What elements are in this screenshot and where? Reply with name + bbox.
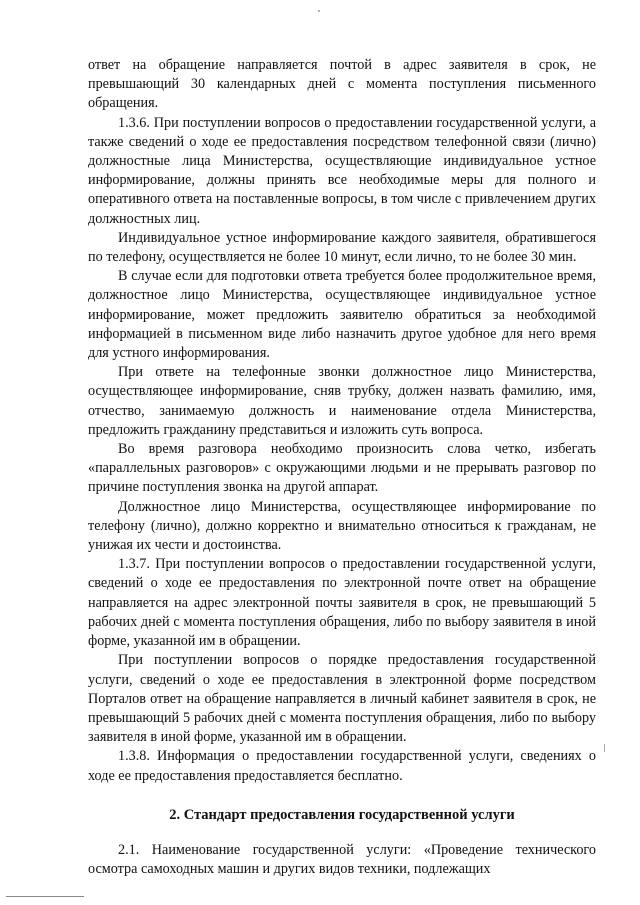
paragraph-portals: При поступлении вопросов о порядке предоставления государственной услуги, сведений о ходе ее предоставления в электронной форме посредством Порталов ответ на обращение направляется в личный кабинет заявителя в срок, не превышающий 5 рабочих дней с момента поступления обращения, либо по выбору заявителя в иной форме, указанной им в обращении. — [88, 652, 596, 746]
paragraph-phone-answer: При ответе на телефонные звонки должностное лицо Министерства, осуществляющее информирование, сняв трубку, должен назвать фамилию, имя, отчество, занимаемую должность и наименование отдела Министерства, предложить гражданину представиться и изложить суть вопроса. — [88, 364, 596, 438]
paragraph-2-1: 2.1. Наименование государственной услуги: «Проведение технического осмотра самоходных машин и других видов техники, подлежащих — [88, 841, 596, 877]
paragraph-conversation: Во время разговора необходимо произносить слова четко, избегать «параллельных разговоров» с окружающими людьми и не прерывать разговор по причине поступления звонка на другой аппарат. — [88, 441, 596, 496]
document-page — [88, 56, 596, 879]
scan-mark — [604, 744, 605, 752]
section-heading: 2. Стандарт предоставления государственной услуги — [169, 806, 515, 823]
paragraph-1-3-6: 1.3.6. При поступлении вопросов о предоставлении государственной услуги, а также сведений о ходе ее предоставления посредством телефонной связи (лично) должностные лица Министерства, осуществляющие индивидуальное устное информирование, должны принять все необходимые меры для полного и оперативного ответа на поставленные вопросы, в том числе с привлечением других должностных лиц. — [88, 114, 596, 227]
paragraph-1-3-7: 1.3.7. При поступлении вопросов о предоставлении государственной услуги, сведений о ходе ее предоставления по электронной почте ответ на обращение направляется на адрес электронной почты заявителя в срок, не превышающий 5 рабочих дней с момента поступления обращения, либо по выбору заявителя в иной форме, указанной им в обращении. — [88, 556, 596, 650]
paragraph-1: ответ на обращение направляется почтой в адрес заявителя в срок, не превышающий 30 календарных дней с момента поступления письменного обращения. — [88, 57, 596, 112]
paragraph-1-3-8: 1.3.8. Информация о предоставлении государственной услуги, сведениях о ходе ее предоставления предоставляется бесплатно. — [88, 748, 596, 784]
paragraph-extended-time: В случае если для подготовки ответа требуется более продолжительное время, должностное лицо Министерства, осуществляющее индивидуальное устное информирование, может предложить заявителю обратиться за необходимой информацией в письменном виде либо назначить другое удобное для него время для устного информирования. — [88, 268, 596, 362]
footnote-line — [6, 896, 84, 897]
paragraph-duration: Индивидуальное устное информирование каждого заявителя, обратившегося по телефону, осуществляется не более 10 минут, если лично, то не более 30 мин. — [88, 229, 596, 266]
paragraph-courtesy: Должностное лицо Министерства, осуществляющее информирование по телефону (лично), должно корректно и внимательно относиться к гражданам, не унижая их чести и достоинства. — [88, 498, 596, 554]
scan-dot — [318, 10, 320, 12]
